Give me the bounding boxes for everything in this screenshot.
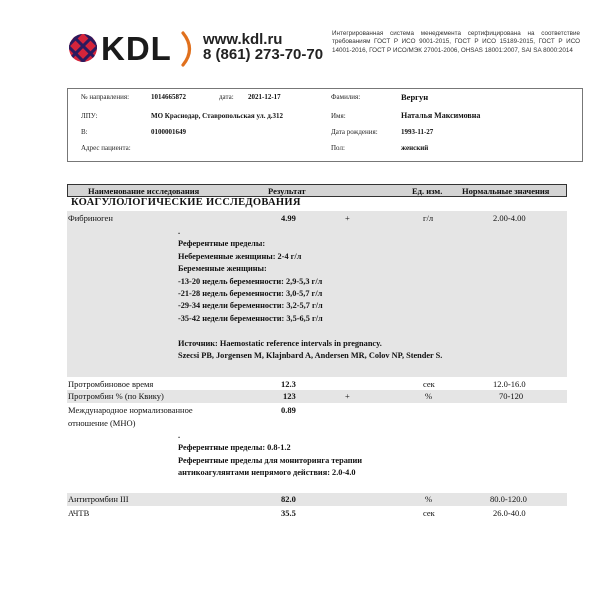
referral-label: № направления: bbox=[81, 93, 130, 101]
quick-norm: 70-120 bbox=[499, 391, 524, 401]
aptt-name: АЧТВ bbox=[68, 508, 90, 518]
phone-number[interactable]: 8 (861) 273-70-70 bbox=[203, 46, 324, 63]
note-line: -29-34 недели беременности: 3,2-5,7 г/л bbox=[178, 301, 323, 311]
note-line: Szecsi PB, Jorgensen M, Klajnbard A, Andersen MR, Colov NP, Stender S. bbox=[178, 351, 443, 361]
at3-norm: 80.0-120.0 bbox=[490, 494, 527, 504]
note-line: -21-28 недель беременности: 3,0-5,7 г/л bbox=[178, 289, 323, 299]
pt-result: 12.3 bbox=[281, 379, 296, 389]
sex-value: женский bbox=[401, 144, 429, 152]
aptt-result: 35.5 bbox=[281, 508, 296, 518]
sex-label: Пол: bbox=[331, 144, 345, 152]
quick-name: Протромбин % (по Квику) bbox=[68, 391, 164, 401]
at3-name: Антитромбин III bbox=[68, 494, 129, 504]
fibrinogen-name: Фибриноген bbox=[68, 213, 113, 223]
pt-unit: сек bbox=[423, 379, 435, 389]
date-label: дата: bbox=[219, 93, 234, 101]
surname-label: Фамилия: bbox=[331, 93, 361, 101]
note-line: . bbox=[178, 431, 181, 440]
table-header bbox=[67, 184, 567, 197]
referral-value: 1014665872 bbox=[151, 93, 186, 101]
lpu-value: МО Краснодар, Ставропольская ул. д.312 bbox=[151, 112, 283, 120]
pt-name: Протромбиновое время bbox=[68, 379, 154, 389]
note-line bbox=[178, 325, 442, 337]
logo-text: KDL bbox=[101, 30, 172, 67]
website-link[interactable]: www.kdl.ru bbox=[203, 31, 283, 48]
quick-flag: + bbox=[345, 391, 350, 401]
aptt-norm: 26.0-40.0 bbox=[493, 508, 526, 518]
note-line: Референтные пределы: bbox=[178, 239, 266, 249]
kdl-logo-icon bbox=[68, 33, 98, 63]
note-line: -13-20 недель беременности: 2,9-5,3 г/л bbox=[178, 276, 323, 286]
patient-info-box bbox=[67, 88, 583, 162]
quick-result: 123 bbox=[283, 391, 296, 401]
fibrinogen-norm: 2.00-4.00 bbox=[493, 213, 526, 223]
col-unit-header: Ед. изм. bbox=[412, 186, 443, 196]
inr-reference-note bbox=[178, 430, 362, 480]
note-line: . bbox=[178, 227, 181, 236]
note-line: Референтные пределы: 0.8-1.2 bbox=[178, 443, 291, 453]
fibrinogen-result: 4.99 bbox=[281, 213, 296, 223]
dob-label: Дата рождения: bbox=[331, 128, 378, 136]
certification-text: Интегрированная система менеджмента сертифицирована на соответствие требованиям ГОСТ Р ИСО 9001-2015, ГОСТ Р ИСО 15189-2015, ГОСТ Р ИСО 14001-2016, ГОСТ Р ИСО/МЭК 27001-2006, OHSAS 18001:2007, SAI SA 8000:2014 bbox=[332, 30, 580, 54]
logo-arc-icon bbox=[180, 31, 198, 67]
surname-value: Вергун bbox=[401, 92, 429, 102]
v-value: 0100001649 bbox=[151, 128, 186, 136]
fibrinogen-reference-note bbox=[178, 226, 442, 362]
at3-result: 82.0 bbox=[281, 494, 296, 504]
note-line: -35-42 недели беременности: 3,5-6,5 г/л bbox=[178, 313, 323, 323]
col-result-header: Результат bbox=[268, 186, 306, 196]
v-label: В: bbox=[81, 128, 88, 136]
name-value: Наталья Максимовна bbox=[401, 111, 481, 120]
section-title: КОАГУЛОЛОГИЧЕСКИЕ ИССЛЕДОВАНИЯ bbox=[71, 197, 301, 208]
date-value: 2021-12-17 bbox=[248, 93, 281, 101]
aptt-unit: сек bbox=[423, 508, 435, 518]
note-line: Беременные женщины: bbox=[178, 264, 267, 274]
col-norm-header: Нормальные значения bbox=[462, 186, 550, 196]
quick-unit: % bbox=[425, 391, 433, 401]
pt-norm: 12.0-16.0 bbox=[493, 379, 526, 389]
note-line: Небеременные женщины: 2-4 г/л bbox=[178, 251, 302, 261]
inr-name-line1: Международное нормализованное bbox=[68, 405, 193, 415]
lpu-label: ЛПУ: bbox=[81, 112, 98, 120]
at3-unit: % bbox=[425, 494, 433, 504]
note-line: Референтные пределы для мониторинга терапии bbox=[178, 455, 363, 465]
fibrinogen-flag: + bbox=[345, 213, 350, 223]
fibrinogen-unit: г/л bbox=[423, 213, 434, 223]
address-label: Адрес пациента: bbox=[81, 144, 131, 152]
note-line: Источник: Haemostatic reference intervals in pregnancy. bbox=[178, 338, 382, 348]
note-line: антикоагулянтами непрямого действия: 2.0-4.0 bbox=[178, 468, 356, 478]
inr-result: 0.89 bbox=[281, 405, 296, 415]
name-label: Имя: bbox=[331, 112, 346, 120]
dob-value: 1993-11-27 bbox=[401, 128, 434, 136]
inr-name-line2: отношение (МНО) bbox=[68, 418, 136, 428]
col-name-header: Наименование исследования bbox=[88, 186, 200, 196]
